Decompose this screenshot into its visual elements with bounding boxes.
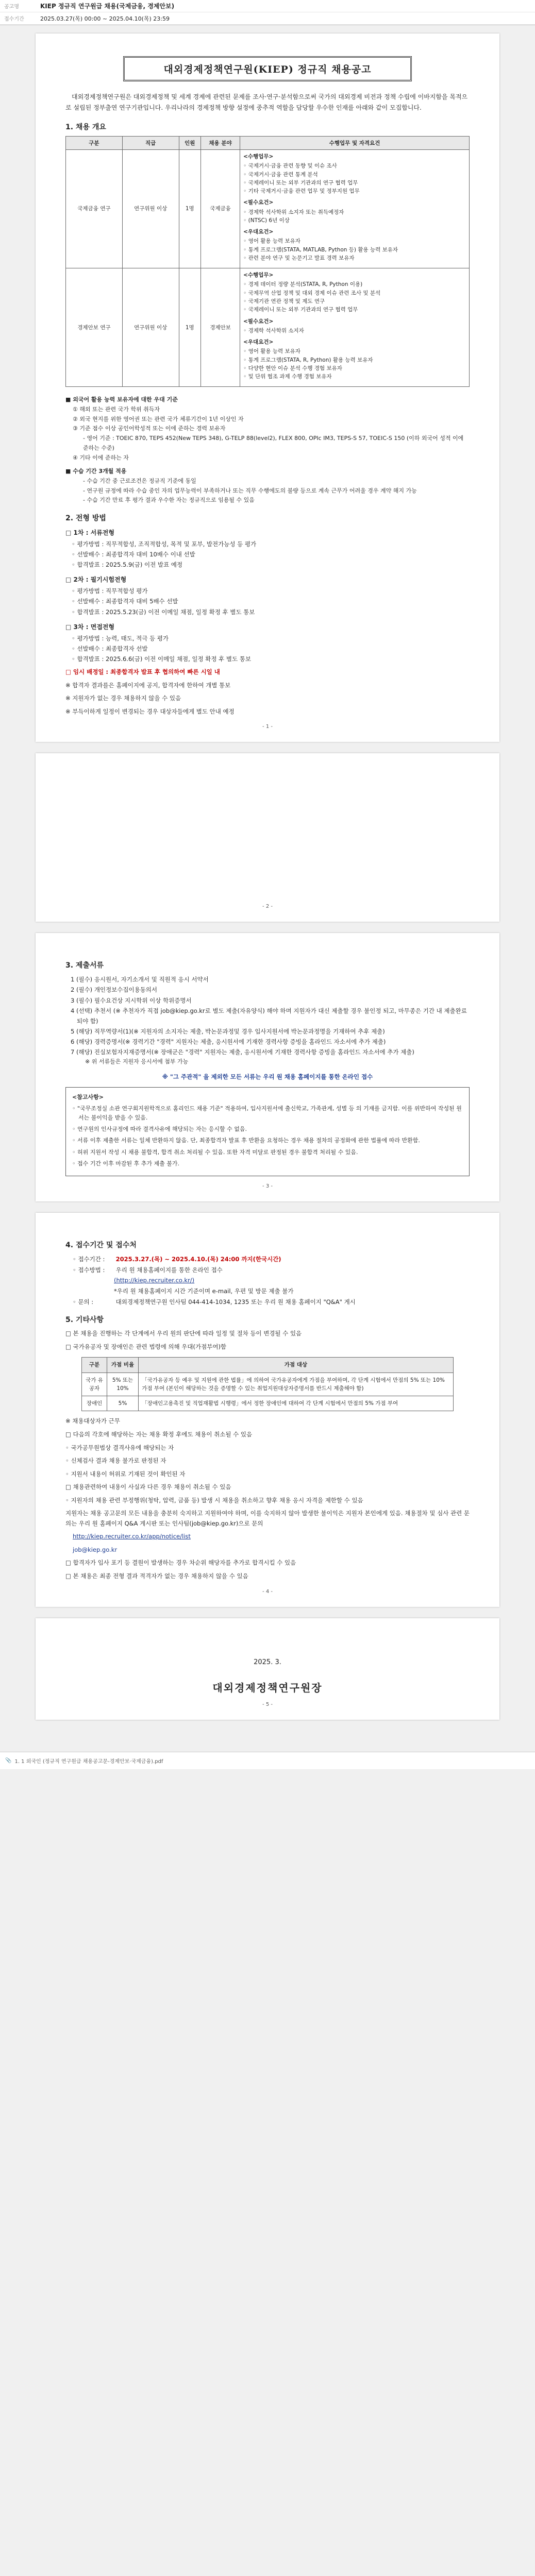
final-line: □ 합격자가 입사 포기 등 결원이 발생하는 경우 차순위 해당자를 추가로 합격시킬 수 있음 [65, 1559, 296, 1567]
attachment-file[interactable]: 1. 1 외국인 (정규직 연구원급 채용공고문-경제안보·국제금융).pdf [14, 1758, 163, 1765]
document-item: 7 (해당) 진실보험자지재증명서(※ 장애군은 "경력" 지원자는 제출, 응시원서에 기재한 경력사항 증빙을 홈라인드 자소서에 추가 제출) [71, 1048, 414, 1056]
document-item: 2 (필수) 개인정보수집이용동의서 [71, 986, 158, 994]
faq-url[interactable]: http://kiep.recruiter.co.kr/app/notice/list [73, 1533, 191, 1540]
table-header: 가점 비율 [107, 1358, 138, 1372]
notice-title-row [0, 0, 535, 12]
extra-line: □ 임시 배정일 : 최종합격자 발표 후 협의하여 빠른 시일 내 [65, 668, 220, 676]
stage-item: ◦ 평가방법 : 능력, 태도, 적극 등 평가 [72, 634, 169, 642]
recruit-link[interactable]: (http://kiep.recruiter.co.kr/) [114, 1277, 195, 1284]
cell-field: 국제금융 [200, 150, 240, 268]
qual-item: ◦ 영어 활용 능력 보유자 [243, 238, 300, 245]
document-item: 6 (해당) 경력증명서(※ 경력기간 "경력" 지원자는 제출, 응시원서에 기재한 경력사항 증빙을 홈라인드 자소서에 추가 제출) [71, 1038, 386, 1045]
extra-line: ※ 부득이하게 일정이 변경되는 경우 대상자들에게 별도 안내 예정 [65, 707, 235, 715]
qual-item: ◦ 경제학 석사학위 소지자 [243, 327, 304, 334]
stage-title: □ 1차 : 서류전형 [65, 529, 114, 536]
table-header: 가점 대상 [139, 1358, 453, 1372]
qual-item: ◦ 영어 활용 능력 보유자 [243, 348, 300, 355]
note-line: - 연구원 규정에 따라 수습 중인 자의 업무능력이 부족하거나 또는 직무 수행에도의 불량 등으로 계속 근무가 어려울 경우 계약 해지 가능 [83, 487, 417, 494]
note-line: - 수습 기간 만료 후 평가 결과 우수한 자는 정규직으로 임용될 수 있음 [83, 497, 255, 504]
qual-item: ◦ 통계 프로그램(STATA, R, Python) 활용 능력 보유자 [243, 357, 373, 363]
section-heading: 4. 접수기간 및 접수처 [65, 1241, 137, 1249]
note-line: ■ 수습 기간 3개월 적용 [65, 468, 127, 475]
note-line: ② 외국 현지를 위한 영어권 또는 관련 국가 체류기간이 1년 이상인 자 [73, 415, 244, 422]
cell-ratio: 5% 또는 10% [107, 1372, 138, 1396]
notice-header [0, 0, 535, 25]
qual-item: ◦ 및 단위 협조 과제 수행 경험 보유자 [243, 374, 332, 380]
etc-line: □ 채용관련하여 내용이 사실과 다른 경우 채용이 취소될 수 있음 [65, 1483, 231, 1491]
stage-title: □ 3차 : 면접전형 [65, 623, 114, 631]
qual-item: ◦ 국제무역 산업 정책 및 대외 경제 이슈 관련 조사 및 분석 [243, 290, 381, 296]
notice-period-row [0, 12, 535, 25]
qual-item: ◦ 통계 프로그램(STATA, MATLAB, Python 등) 활용 능력 보유자 [243, 246, 398, 253]
stage-item: ◦ 선발배수 : 최종합격자 대비 5배수 선발 [72, 598, 178, 605]
cell-count: 1명 [179, 150, 200, 268]
table-header: 구분 [82, 1358, 107, 1372]
cell-count: 1명 [179, 268, 200, 387]
pdf-page-1 [36, 33, 499, 742]
blank-area [65, 773, 470, 896]
page-number: - 3 - [262, 1183, 273, 1189]
qual-group-title: <수행업무> [243, 272, 274, 279]
qual-group [243, 338, 466, 381]
stage-item: ◦ 평가방법 : 직무적합성 평가 [72, 587, 148, 595]
cell-type: 국가 유공자 [82, 1372, 107, 1396]
qual-group [243, 198, 466, 225]
document-list [65, 974, 470, 1057]
section-heading: 5. 기타사항 [65, 1316, 104, 1325]
notice-period: 2025.03.27(목) 00:00 ~ 2025.04.10(목) 23:59 [40, 15, 170, 22]
document-item: 3 (필수) 필수요건상 지시학위 이상 학위증명서 [71, 996, 192, 1004]
document-item: 1 (필수) 응시원서, 자기소개서 및 직원적 응시 서약서 [71, 976, 209, 984]
qual-item: ◦ 경제 데이터 정량 분석(STATA, R, Python 이용) [243, 281, 363, 288]
notice-title: KIEP 정규직 연구원급 채용(국제금융, 경제안보) [40, 3, 175, 10]
note-line: ■ 외국어 활용 능력 보유자에 대한 우대 기준 [65, 396, 178, 403]
stage-item: ◦ 합격발표 : 2025.6.6(금) 이전 이메일 채점, 일정 확정 후 별도 통보 [72, 655, 251, 663]
qual-group-title: <필수요건> [243, 318, 274, 325]
etc-line: ◦ 국가공무원법상 결격사유에 해당되는 자 [65, 1444, 174, 1451]
cell-group: 국제금융 연구 [66, 150, 123, 268]
section-heading: 3. 제출서류 [65, 961, 104, 970]
pdf-page-4 [36, 1213, 499, 1607]
stage-title: □ 2차 : 필기시험전형 [65, 576, 127, 584]
cell-grade: 연구위원 이상 [122, 150, 179, 268]
qual-group [243, 228, 466, 262]
document-item: 5 (해당) 직무역량서(1)(※ 지원자의 소지자는 제출, 박논문과정및 경우 입사지원서에 박논문과정명을 기재하여 추후 제출) [71, 1027, 385, 1035]
stage-item: ◦ 평가방법 : 직무적합성, 조직적합성, 목적 및 포부, 발전가능성 등 평가 [72, 540, 257, 548]
etc-line: ◦ 지원자의 채용 관련 부정행위(청탁, 압력, 금품 등) 발생 시 채용을 취소하고 향후 채용 응시 자격을 제한할 수 있음 [65, 1496, 363, 1504]
reference-item: ◦ 연구원의 인사규정에 따라 결격사유에 해당되는 자는 응시할 수 없음. [72, 1126, 247, 1133]
online-emphasis: ※ "그 주관적" 을 제외한 모든 서류는 우리 원 채용 홈페이지를 통한 온라인 접수 [162, 1073, 373, 1080]
attachment-icon: 📎 [5, 1757, 12, 1764]
page-number: - 5 - [262, 1701, 273, 1707]
notice-period-label: 접수기간 [4, 16, 24, 22]
cell-type: 장애인 [82, 1396, 107, 1411]
qual-item: ◦ 국제레이니 또는 외부 기관과의 연구 협력 업무 [243, 307, 358, 313]
doc-date: 2025. 3. [254, 1658, 281, 1666]
section-heading: 2. 전형 방법 [65, 514, 106, 522]
section-heading: 1. 채용 개요 [65, 123, 106, 131]
qual-group [243, 271, 466, 314]
stage-item: ◦ 합격발표 : 2025.5.9(금) 이전 발표 예정 [72, 561, 182, 569]
table-header: 인원 [179, 137, 200, 150]
period-value: 2025.3.27.(목) ~ 2025.4.10.(목) 24:00 까지(한국시간) [115, 1255, 281, 1263]
reference-title: <참고사항> [72, 1093, 104, 1100]
table-header: 채용 분야 [200, 137, 240, 150]
table-row [66, 268, 470, 387]
note-line: - 수습 기간 중 근로조건은 정규직 기준에 동일 [83, 477, 196, 484]
qual-item: ◦ 기타 국제거시·금융 관련 업무 및 정부지원 업무 [243, 188, 360, 195]
qual-item: ◦ 경제학 석사학위 소지자 또는 취득예정자 [243, 209, 344, 215]
qual-item: ◦ 다양한 현안 이슈 분석 수행 경험 보유자 [243, 365, 342, 371]
qual-group [243, 317, 466, 335]
qual-group-title: <우대요건> [243, 339, 274, 346]
table-row [82, 1396, 453, 1411]
table-row [66, 150, 470, 268]
faq-mail[interactable]: job@kiep.go.kr [73, 1546, 118, 1553]
stage-item: ◦ 합격발표 : 2025.5.23(금) 이전 이메일 채점, 일정 확정 후 별도 통보 [72, 608, 255, 616]
pdf-viewer[interactable] [0, 25, 535, 1752]
qual-group-title: <수행업무> [243, 154, 274, 160]
page-number: - 2 - [262, 904, 273, 910]
attachment-bar[interactable] [0, 1752, 535, 1769]
qual-group-title: <필수요건> [243, 199, 274, 206]
recruit-table [65, 136, 470, 387]
etc-line: □ 본 채용을 진행하는 각 단계에서 우리 원의 판단에 따라 일정 및 절차 등이 변경될 수 있음 [65, 1330, 302, 1337]
doc-intro: 대외경제정책연구원은 대외경제정책 및 세계 경제에 관련된 문제를 조사·연구·분석함으로써 국가의 대외경제 비전과 정책 수립에 이바지함을 목적으로 설립된 정부출연 연구기관입니다. 우리나라의 경제정책 방향 설정에 중추적 역할을 담당할 우수한 인재를 아래와 같이 모집합니다. [65, 93, 468, 111]
cell-ratio: 5% [107, 1396, 138, 1411]
qual-item: ◦ 국제거시·금융 관련 통계 분석 [243, 171, 318, 178]
stage-item: ◦ 선발배수 : 최종합격자 대비 10배수 이내 선발 [72, 551, 195, 558]
pdf-page-3 [36, 933, 499, 1201]
reference-item: ◦ 접수 기간 이후 마감된 후 추가 제출 불가. [72, 1160, 179, 1167]
cell-group: 경제안보 연구 [66, 268, 123, 387]
table-row [82, 1372, 453, 1396]
reference-box [65, 1087, 470, 1176]
notice-title-label: 공고명 [4, 4, 19, 10]
reference-item: ◦ 허위 지원서 작성 시 채용 불합격, 합격 취소 처리될 수 있음. 또한 자격 미달로 판정된 경우 불합격 처리될 수 있음. [72, 1148, 358, 1156]
etc-line: ◦ 신체검사 결과 채용 불가로 판정된 자 [65, 1457, 166, 1465]
qual-item: ◦ 국제기관 연관 정책 및 제도 연구 [243, 298, 325, 304]
cell-grade: 연구위원 이상 [122, 268, 179, 387]
doc-note: ※ 위 서류들은 지원자 응시서에 첨부 가능 [85, 1058, 189, 1065]
extra-line: ※ 합격자 결과를은 홈페이지에 공지, 합격자에 한하여 개별 통보 [65, 681, 231, 689]
bonus-table [81, 1357, 453, 1411]
cell-qualification [240, 268, 470, 387]
qual-group-title: <우대요건> [243, 229, 274, 235]
doc-org: 대외경제정책연구원장 [212, 1681, 323, 1694]
cell-field: 경제안보 [200, 268, 240, 387]
note-line: ① 해외 또는 관련 국가 학위 취득자 [73, 406, 160, 413]
etc-line: □ 다음의 각호에 해당하는 자는 채용 확정 후에도 채용이 취소될 수 있음 [65, 1430, 253, 1438]
cell-target: 「장애인고용촉진 및 직업재활법 시행령」에서 정한 장애인에 대하여 각 단계 시험에서 만점의 5% 가점 부여 [139, 1396, 453, 1411]
doc-title: 대외경제정책연구원(KIEP) 정규직 채용공고 [123, 56, 412, 81]
etc-line: □ 국가유공자 및 장애인은 관련 법령에 의해 우대(가점부여)함 [65, 1343, 227, 1350]
note-line: - 영어 기준 : TOEIC 870, TEPS 452(New TEPS 348), G-TELP 88(level2), FLEX 800, OPIc IM3, TEPS-S 57, TOEIC-S 150 (이하 외국어 성적 이에 준하는 수준) [83, 435, 464, 451]
cell-qualification [240, 150, 470, 268]
qual-group [243, 152, 466, 195]
note-line: ④ 기타 이에 준하는 자 [73, 454, 129, 461]
notes-block [65, 395, 470, 505]
cell-target: 「국가유공자 등 예우 및 지원에 관한 법률」에 의하여 국가유공자에게 가점을 부여하며, 각 단계 시험에서 만점의 5% 또는 10% 가점 부여 (본인이 해당하는 것을 증명할 수 있는 취업지원대상자증명서를 반드시 제출해야 함) [139, 1372, 453, 1396]
table-header: 직급 [122, 137, 179, 150]
qual-item: ◦ (NTSC) 6년 이상 [243, 217, 290, 224]
pdf-page-5 [36, 1618, 499, 1720]
qual-item: ◦ 국제레이니 또는 외부 기관과의 연구 협력 업무 [243, 179, 358, 186]
qual-item: ◦ 관련 분야 연구 및 논문기고 발표 경력 보유자 [243, 255, 355, 261]
contact-line: ◦ 문의 : 대외경제정책연구원 인사팀 044-414-1034, 1235 또는 우리 원 채용 홈페이지 "Q&A" 게시 [73, 1298, 356, 1306]
final-line: □ 본 채용은 최종 전형 결과 적격자가 없는 경우 채용하지 않을 수 있음 [65, 1572, 248, 1580]
stage-item: ◦ 선발배수 : 최종합격자 선발 [72, 645, 148, 652]
period-line: ◦ 접수기간 : 2025.3.27.(목) ~ 2025.4.10.(목) 24:00 까지(한국시간) [73, 1255, 281, 1263]
note-line: ③ 기준 점수 이상 공인어학성적 또는 이에 준하는 경력 보유자 [73, 425, 226, 432]
qual-item: ◦ 국제거시·금융 관련 동향 및 이슈 조사 [243, 163, 337, 170]
table-header: 구분 [66, 137, 123, 150]
etc-line: ◦ 지원서 내용이 허위로 기재된 것이 확인된 자 [65, 1470, 186, 1478]
table-header: 수행업무 및 자격요건 [240, 137, 470, 150]
reference-item: ◦ 서류 이후 제출한 서류는 일체 반환하지 않음. 단, 최종합격자 발표 후 반환을 요청하는 경우 채용 절차의 공정화에 관한 법률에 따라 반환함. [72, 1137, 420, 1144]
page-number: - 1 - [262, 724, 273, 730]
method-line: ◦ 접수방법 : 우리 원 채용홈페이지를 통한 온라인 접수 (http://kiep.recruiter.co.kr/) *우리 원 채용홈페이지 시간 기준이며 e-mail, 우편 및 방문 제출 불가 [73, 1266, 294, 1295]
extra-line: ※ 지원자가 없는 경우 채용하지 않을 수 있음 [65, 694, 181, 702]
reference-item: ◦ "국무조정실 소관 연구회지원학적으로 홈리인드 채용 기준" 적용하여, 입사지원서에 출신학교, 가족관계, 성별 등 의 기재를 금지함. 이를 위반하여 작성된 원서는 불이익을 받을 수 있음. [72, 1105, 462, 1122]
pdf-page-2 [36, 753, 499, 922]
etc-line: ※ 채용대상자가 근무 [65, 1417, 120, 1425]
faq-line: 지원자는 채용 공고문의 모든 내용을 충분히 숙지하고 지원하여야 하며, 이를 숙지하지 않아 발생한 불이익은 지원자 본인에게 있음. 채용절차 및 심사 관련 문의는 우리 원 홈페이지 Q&A 게시판 또는 인사팀(job@kiep.go.kr)으로 문의 [65, 1510, 470, 1527]
page-number: - 4 - [262, 1588, 273, 1595]
document-item: 4 (선택) 추천서 (※ 추천자가 직접 job@kiep.go.kr로 별도 제출(자유양식) 해야 하며 지원자가 대신 제출할 경우 불인정 되고, 마무종은 기간 내 제출완료 되야 함) [71, 1007, 467, 1025]
